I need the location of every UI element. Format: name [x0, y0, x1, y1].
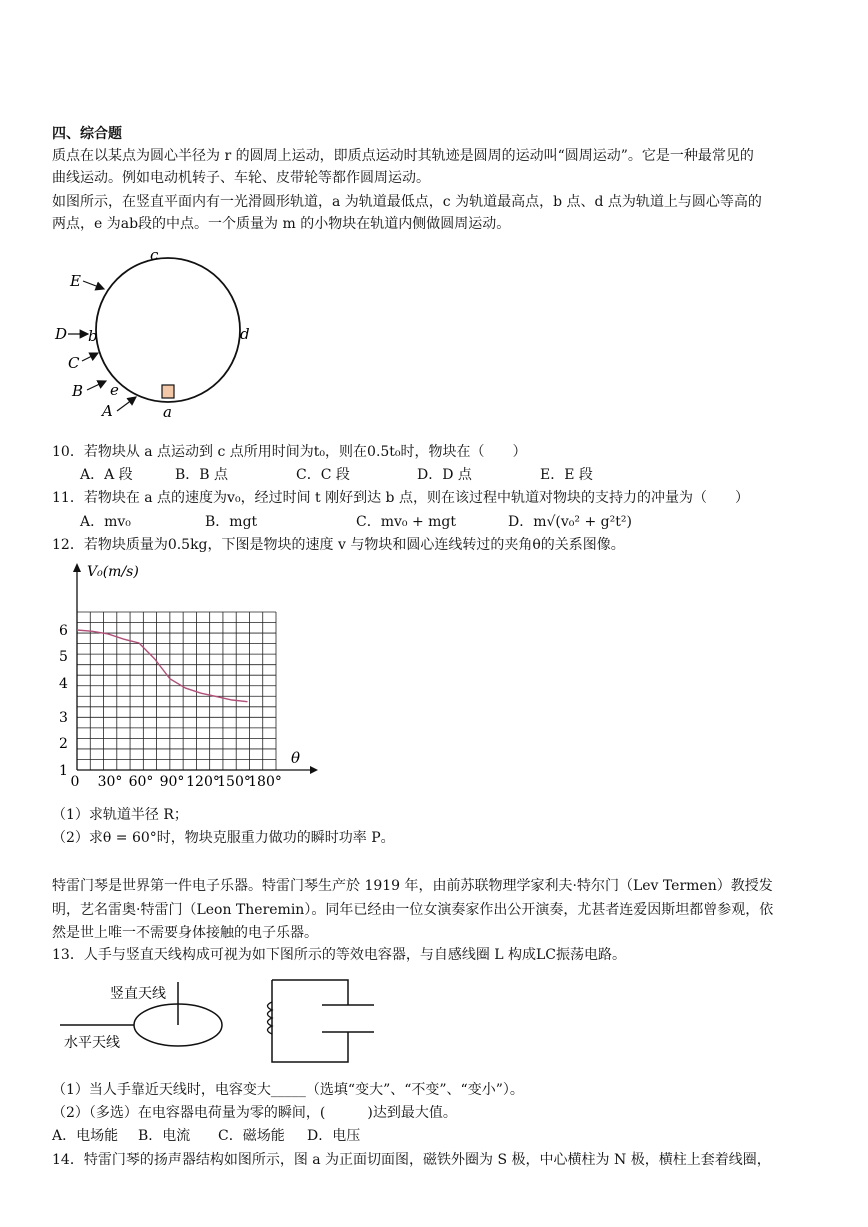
circular-track-figure — [50, 240, 290, 430]
intro-line: 质点在以某点为圆心半径为 r 的圆周上运动，即质点运动时其轨迹是圆周的运动叫“圆周运动”。它是一种最常见的 — [52, 148, 754, 164]
x-tick-label: 90° — [159, 774, 185, 790]
x-tick-label: 120° — [186, 774, 220, 790]
q13-sub2: （2）（多选）在电容器电荷量为零的瞬间，( )达到最大值。 — [52, 1105, 457, 1121]
q12-stem: 12．若物块质量为0.5kg，下图是物块的速度 v 与物块和圆心连线转过的夹角θ的关系图像。 — [52, 537, 625, 553]
antenna-capacitor-figure — [60, 970, 380, 1075]
label-B: B — [72, 382, 84, 400]
q11-option-d: D．m√(v₀² + g²t²) — [508, 514, 632, 530]
block — [162, 385, 174, 398]
label-e: e — [110, 381, 119, 399]
q13-stem: 13．人手与竖直天线构成可视为如下图所示的等效电容器，与自感线圈 L 构成LC振荡电路。 — [52, 947, 627, 963]
q12-sub1: （1）求轨道半径 R； — [52, 807, 188, 823]
x-tick-label: 0 — [70, 774, 80, 790]
q14-stem: 14．特雷门琴的扬声器结构如图所示，图 a 为正面切面图，磁铁外圈为 S 极，中心横柱为 N 极，横柱上套着线圈， — [52, 1152, 771, 1168]
q10-option-d: D．D 点 — [417, 467, 472, 483]
y-axis-arrow — [73, 563, 81, 572]
y-tick-label: 4 — [59, 676, 68, 692]
q13-option-c: C．磁场能 — [218, 1128, 285, 1144]
x-tick-label: 60° — [128, 774, 154, 790]
q13-sub1: （1）当人手靠近天线时，电容变大_____（选填“变大”、“不变”、“变小”）。 — [52, 1082, 524, 1098]
theremin-line: 然是世上唯一不需要身体接触的电子乐器。 — [52, 925, 318, 941]
q10-option-e: E．E 段 — [540, 467, 593, 483]
arrow-C — [82, 353, 98, 361]
x-tick-label: 30° — [97, 774, 123, 790]
q13-option-d: D．电压 — [307, 1128, 361, 1144]
label-D: D — [55, 325, 68, 343]
label-C: C — [68, 354, 80, 372]
velocity-angle-chart — [55, 560, 325, 790]
y-axis-label: V₀(m/s) — [87, 564, 139, 580]
q11-stem: 11．若物块在 a 点的速度为v₀，经过时间 t 刚好到达 b 点，则在该过程中轨道对物块的支持力的冲量为（ ） — [52, 490, 749, 506]
q12-sub2: （2）求θ = 60°时，物块克服重力做功的瞬时功率 P。 — [52, 830, 395, 846]
intro-line: 曲线运动。例如电动机转子、车轮、皮带轮等都作圆周运动。 — [52, 170, 430, 186]
arrow-A — [117, 397, 136, 411]
q11-option-b: B．mgt — [205, 514, 258, 530]
x-tick-label: 150° — [217, 774, 251, 790]
y-tick-label: 1 — [59, 763, 68, 779]
q11-option-a: A．mv₀ — [80, 514, 131, 530]
label-c: c — [150, 246, 159, 264]
x-axis-arrow — [310, 766, 318, 774]
intro-line: 两点，e 为ab段的中点。一个质量为 m 的小物块在轨道内侧做圆周运动。 — [52, 216, 511, 232]
q10-option-a: A．A 段 — [80, 467, 133, 483]
q13-option-b: B．电流 — [138, 1128, 191, 1144]
label-E: E — [70, 272, 81, 290]
section-title: 四、综合题 — [52, 126, 122, 142]
y-tick-label: 2 — [59, 736, 68, 752]
q11-option-c: C．mv₀ + mgt — [356, 514, 457, 530]
label-A: A — [102, 402, 113, 420]
theremin-line: 特雷门琴是世界第一件电子乐器。特雷门琴生产於 1919 年，由前苏联物理学家利夫·特尔门（Lev Termen）教授发 — [52, 878, 773, 894]
q13-option-a: A．电场能 — [52, 1128, 119, 1144]
theremin-line: 明，艺名雷奥·特雷门（Leon Theremin）。同年已经由一位女演奏家作出公开演奏，尤甚者连爱因斯坦都曾参观，依 — [52, 902, 774, 918]
intro-line: 如图所示，在竖直平面内有一光滑圆形轨道，a 为轨道最低点，c 为轨道最高点，b 点、d 点为轨道上与圆心等高的 — [52, 194, 762, 210]
q10-stem: 10．若物块从 a 点运动到 c 点所用时间为t₀，则在0.5t₀时，物块在（ ） — [52, 444, 527, 460]
arrow-E — [83, 281, 104, 289]
label-b: b — [88, 327, 98, 345]
label-d: d — [240, 325, 250, 343]
vertical-antenna-label: 竖直天线 — [110, 986, 166, 1002]
lc-circuit-wire — [272, 980, 348, 1062]
y-tick-label: 6 — [59, 623, 68, 639]
velocity-curve — [77, 630, 248, 702]
x-axis-label: θ — [291, 749, 301, 767]
y-tick-label: 5 — [59, 649, 68, 665]
y-tick-label: 3 — [59, 710, 68, 726]
x-tick-label: 180° — [248, 774, 282, 790]
q10-option-c: C．C 段 — [296, 467, 350, 483]
q10-option-b: B．B 点 — [175, 467, 229, 483]
horizontal-antenna-label: 水平天线 — [64, 1035, 120, 1051]
label-a: a — [163, 403, 172, 421]
arrow-B — [87, 381, 106, 390]
